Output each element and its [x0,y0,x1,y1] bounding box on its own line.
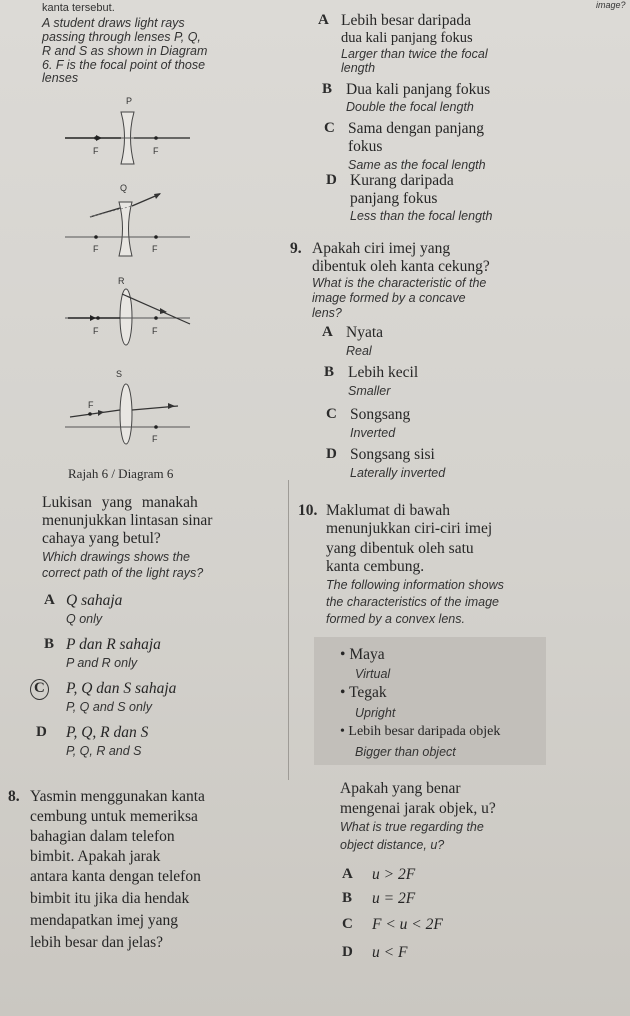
q8-option-d-en: Less than the focal length [350,209,493,223]
q8-number: 8. [8,788,20,805]
label-s: S [116,369,123,379]
q8-option-a-ms: Lebih besar daripada [341,12,471,29]
q10-ms-line3: yang dibentuk oleh satu [326,540,474,557]
q7-en-line1: Which drawings shows the [42,550,190,564]
q8-line4: bimbit. Apakah jarak [30,848,161,865]
q7-option-c-en: P, Q and S only [66,700,152,714]
info-item-1-ms-text: Maya [349,646,385,663]
label-q: Q [120,183,128,193]
info-item-2-en: Upright [355,706,396,720]
q7-option-b-en: P and R only [66,656,138,670]
q8-line6: bimbit itu jika dia hendak [30,890,190,907]
q7-option-d-letter[interactable]: D [36,724,47,740]
q8-line5: antara kanta dengan telefon [30,868,201,885]
q7-intro-line5: lenses [42,71,79,85]
q7-intro-line2: passing through lenses P, Q, [42,30,201,44]
label-r: R [118,276,125,286]
info-item-2-ms: • Tegak [340,684,387,701]
q7-en-line2: correct path of the light rays? [42,566,204,580]
q10-option-d-letter[interactable]: D [342,944,353,960]
q9-option-a-ms: Nyata [346,324,384,341]
q8-line2: cembung untuk memeriksa [30,808,198,825]
info-item-3-ms: • Lebih besar daripada objek [340,724,501,739]
q10-ask-ms-line1: Apakah yang benar [340,780,461,797]
q8-option-c-ms2: fokus [348,138,383,155]
q7-ms-line3: cahaya yang betul? [42,530,161,547]
info-item-1-en: Virtual [355,667,391,681]
q10-option-a-text: u > 2F [372,866,416,883]
info-item-2-ms-text: Tegak [349,684,387,701]
q10-option-a-letter[interactable]: A [342,866,353,882]
q7-option-a-en: Q only [66,612,103,626]
info-item-1-ms: • Maya [340,646,385,663]
q10-en-line3: formed by a convex lens. [326,612,465,626]
q10-en-line1: The following information shows [326,578,504,592]
diagram-caption: Rajah 6 / Diagram 6 [68,466,174,481]
label-f: F [93,326,99,336]
q9-option-d-letter[interactable]: D [326,446,337,462]
label-f: F [152,434,158,444]
q8-option-c-en: Same as the focal length [348,158,486,172]
label-f: F [88,400,94,410]
q7-option-c-ms: P, Q dan S sahaja [66,680,177,697]
lens-p-diagram [65,96,190,164]
q8-option-a-en2: length [341,61,376,75]
q8-line1: Yasmin menggunakan kanta [30,788,205,805]
q9-option-b-en: Smaller [348,384,391,398]
q9-ms-line1: Apakah ciri imej yang [312,240,451,257]
lens-s-diagram [65,369,190,444]
q8-option-b-ms: Dua kali panjang fokus [346,81,491,98]
info-item-3-en: Bigger than object [355,745,456,759]
q8-option-b-letter[interactable]: B [322,81,333,97]
q10-option-b-text: u = 2F [372,890,416,907]
q7-ms-line1: Lukisan yang manakah [42,494,198,511]
q9-en-line1: What is the characteristic of the [312,276,487,290]
q7-intro-line1: A student draws light rays [42,16,185,30]
label-f: F [93,244,99,254]
q9-option-d-en: Laterally inverted [350,466,446,480]
q9-en-line3: lens? [312,306,342,320]
q7-option-a-ms: Q sahaja [66,592,123,609]
q8-option-a-en: Larger than twice the focal [341,47,488,61]
q9-option-a-en: Real [346,344,372,358]
q8-option-d-letter[interactable]: D [326,172,337,188]
q7-option-d-en: P, Q, R and S [66,744,142,758]
q7-option-c-letter[interactable]: C [34,680,45,696]
q10-ms-line1: Maklumat di bawah [326,502,450,519]
q10-ask-en-line2: object distance, u? [340,838,445,852]
q10-ms-line2: menunjukkan ciri-ciri imej [326,520,493,537]
q9-number: 9. [290,240,302,257]
q10-option-c-text: F < u < 2F [372,916,443,933]
q8-option-a-ms2: dua kali panjang fokus [341,30,473,46]
q7-option-b-ms: P dan R sahaja [66,636,161,653]
q9-option-d-ms: Songsang sisi [350,446,435,463]
label-f: F [93,146,99,156]
q10-option-b-letter[interactable]: B [342,890,353,906]
q10-ms-line4: kanta cembung. [326,558,425,575]
lens-r-diagram [65,276,190,345]
column-divider [288,480,289,780]
q9-option-c-en: Inverted [350,426,396,440]
q9-en-line2: image formed by a concave [312,291,466,305]
q7-intro-line4: 6. F is the focal point of those [42,58,206,72]
q10-option-c-letter[interactable]: C [342,916,353,932]
q8-option-d-ms: Kurang daripada [350,172,454,189]
cut-top-text: kanta tersebut. [42,2,115,14]
q8-line3: bahagian dalam telefon [30,828,175,845]
q8-option-b-en: Double the focal length [346,100,474,114]
q8-option-d-ms2: panjang fokus [350,190,438,207]
q9-option-b-letter[interactable]: B [324,364,335,380]
label-p: P [126,96,133,106]
q10-ask-en-line1: What is true regarding the [340,820,484,834]
q9-ms-line2: dibentuk oleh kanta cekung? [312,258,490,275]
q8-line8: lebih besar dan jelas? [30,934,163,951]
q10-en-line2: the characteristics of the image [326,595,499,609]
q10-number: 10. [298,502,318,519]
lens-q-diagram [65,183,190,256]
q7-ms-line2: menunjukkan lintasan sinar [42,512,213,529]
q8-option-c-ms: Sama dengan panjang [348,120,485,137]
label-f: F [152,326,158,336]
q8-option-a-letter[interactable]: A [318,12,329,28]
q7-intro-line3: R and S as shown in Diagram [42,44,208,58]
q7-option-b-letter[interactable]: B [44,636,55,652]
q7-option-d-ms: P, Q, R dan S [66,724,149,741]
q9-option-a-letter[interactable]: A [322,324,333,340]
label-f: F [152,244,158,254]
q9-option-b-ms: Lebih kecil [348,364,419,381]
q8-option-c-letter[interactable]: C [324,120,335,136]
q10-ask-ms-line2: mengenai jarak objek, u? [340,800,496,817]
q10-option-d-text: u < F [372,944,408,961]
diagram-6 [60,92,210,462]
q9-option-c-letter[interactable]: C [326,406,337,422]
q8-line7: mendapatkan imej yang [30,912,179,929]
label-f: F [153,146,159,156]
cut-top-right-text: image? [596,0,626,10]
q7-option-a-letter[interactable]: A [44,592,55,608]
q9-option-c-ms: Songsang [350,406,411,423]
info-item-3-ms-text: Lebih besar daripada objek [348,724,501,739]
